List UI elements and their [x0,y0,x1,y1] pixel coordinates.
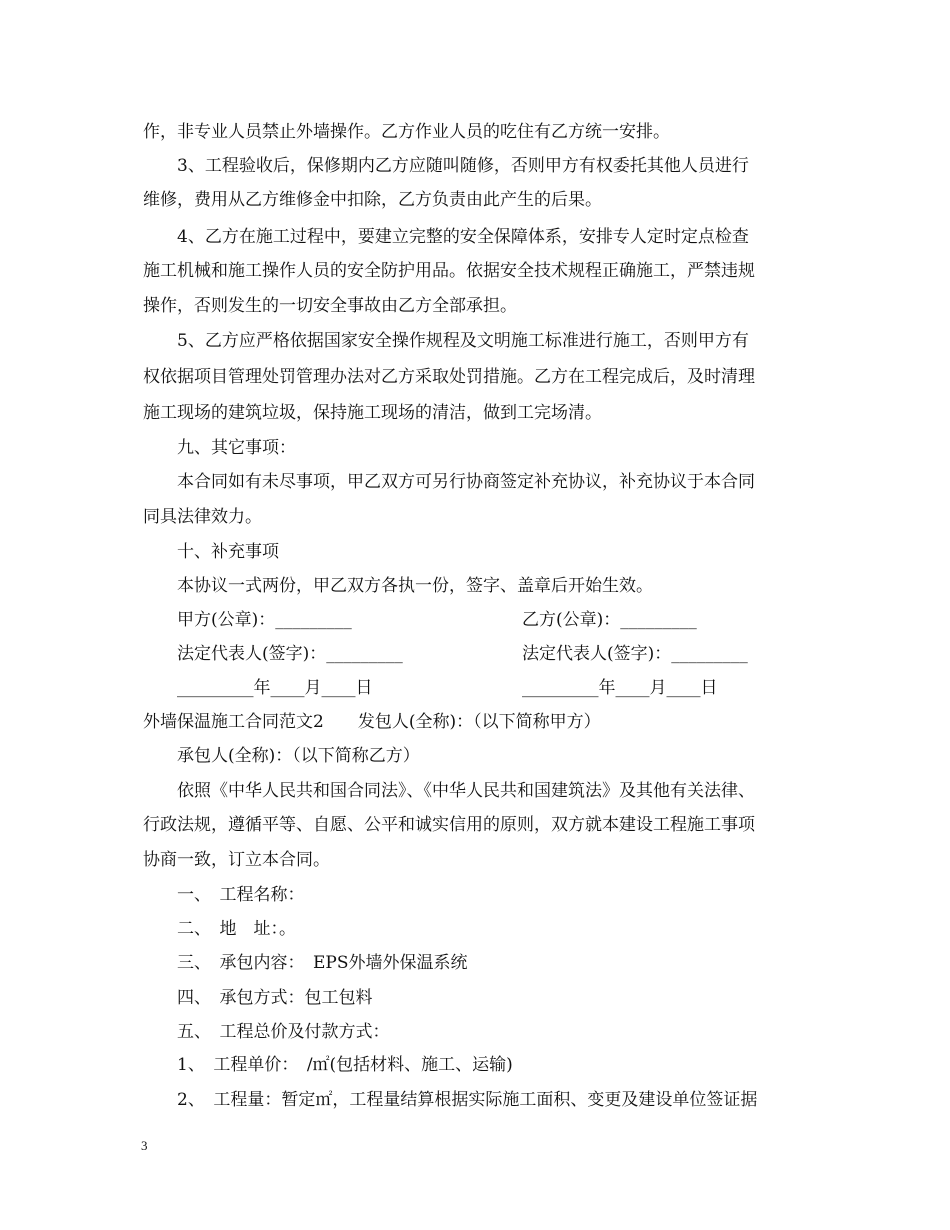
date-a: _________年____月____日 [177,678,373,698]
paragraph-line: 3、工程验收后，保修期内乙方应随叫随修，否则甲方有权委托其他人员进行 [177,156,749,176]
list-item: 五、 工程总价及付款方式： [177,1022,390,1042]
party-a-seal: 甲方(公章)：_________ [177,610,352,630]
section-heading: 九、其它事项： [177,438,296,458]
page-number: 3 [141,1138,148,1153]
paragraph-line: 施工机械和施工操作人员的安全防护用品。依据安全技术规程正确施工，严禁违规 [143,261,755,281]
date-b: _________年____月____日 [522,678,718,698]
rep-b-signature: 法定代表人(签字)：_________ [522,644,748,664]
paragraph-line: 行政法规，遵循平等、自愿、公平和诚实信用的原则，双方就本建设工程施工事项 [143,815,755,835]
sub-item: 1、 工程单价： /㎡(包括材料、施工、运输) [177,1055,513,1075]
signature-row [177,609,352,631]
list-item: 四、 承包方式：包工包料 [177,988,373,1008]
paragraph-line: 协商一致，订立本合同。 [143,850,330,870]
paragraph-line: 同具法律效力。 [143,507,262,527]
list-item: 三、 承包内容： EPS外墙外保温系统 [177,953,468,973]
paragraph-line: 本协议一式两份，甲乙双方各执一份，签字、盖章后开始生效。 [177,576,653,596]
paragraph-line: 维修，费用从乙方维修金中扣除，乙方负责由此产生的后果。 [143,190,602,210]
contractor-line: 承包人(全称)：（以下简称乙方） [177,746,420,766]
rep-a-signature: 法定代表人(签字)：_________ [177,644,403,664]
sub-item: 2、 工程量：暂定㎡，工程量结算根据实际施工面积、变更及建设单位签证据 [177,1090,758,1110]
paragraph-line: 操作，否则发生的一切安全事故由乙方全部承担。 [143,296,517,316]
list-item: 二、 地 址：。 [177,919,296,939]
section-heading: 十、补充事项 [177,542,279,562]
paragraph-line: 5、乙方应严格依据国家安全操作规程及文明施工标准进行施工，否则甲方有 [177,331,749,351]
contract-title-line: 外墙保温施工合同范文2 发包人(全称)：（以下简称甲方） [143,712,601,732]
paragraph-line: 施工现场的建筑垃圾，保持施工现场的清洁，做到工完场清。 [143,403,602,423]
paragraph-line: 4、乙方在施工过程中，要建立完整的安全保障体系，安排专人定时定点检查 [177,227,749,247]
paragraph-line: 权依据项目管理处罚管理办法对乙方采取处罚措施。乙方在工程完成后，及时清理 [143,367,755,387]
paragraph-line: 依照《中华人民共和国合同法》、《中华人民共和国建筑法》及其他有关法律、 [177,781,755,801]
list-item: 一、 工程名称： [177,885,305,905]
paragraph-line: 作，非专业人员禁止外墙操作。乙方作业人员的吃住有乙方统一安排。 [143,122,670,142]
party-b-seal: 乙方(公章)：_________ [522,610,697,630]
paragraph-line: 本合同如有未尽事项，甲乙双方可另行协商签定补充协议，补充协议于本合同 [177,472,755,492]
